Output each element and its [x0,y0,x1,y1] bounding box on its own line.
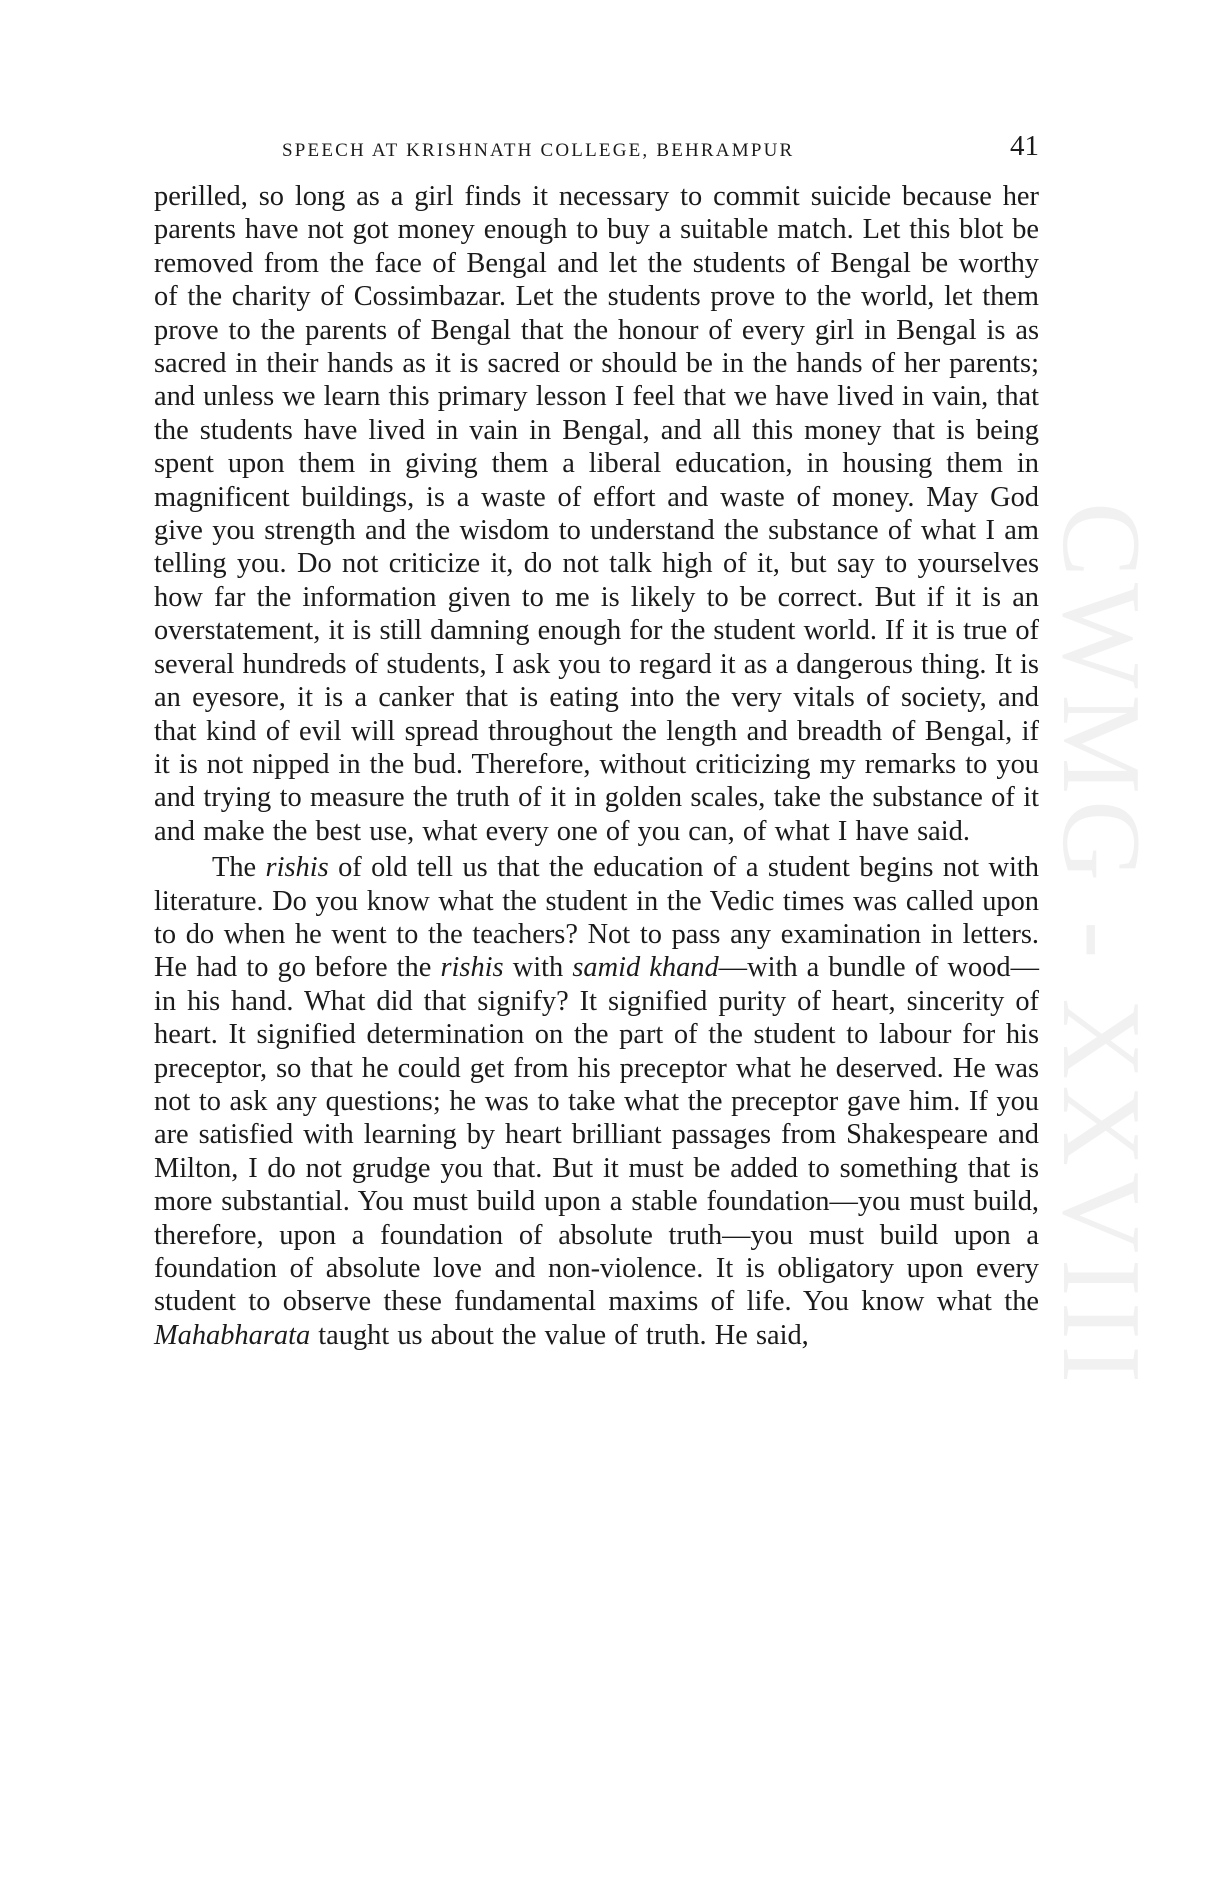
italic-term: Mahabharata [154,1319,311,1351]
body-text [154,180,1039,1352]
text-run: —with a bundle of wood—in his hand. What did that signify? It signified purity of heart, sincerity of heart. It signified determination on the part of the student to labour for his preceptor, so that he could get from his preceptor what he deserved. He was not to ask any questions; he was to take what the preceptor gave him. If you are satisfied with learning by heart brilliant passages from Shakespeare and Milton, I do not grudge you that. But it must be added to something that is more substantial. You must build upon a stable foundation—you must build, therefore, upon a foundation of absolute truth—you must build upon a foundation of absolute love and non-violence. It is obligatory upon every student to observe these fundamental maxims of life. You know what the [154,952,1040,1318]
running-title: SPEECH AT KRISHNATH COLLEGE, BEHRAMPUR [282,140,795,161]
paragraph-1 [154,180,1039,848]
watermark-text: CWMG - XXVIII [1038,501,1163,1389]
text-run: of old tell us that the education of a student begins not with literature. Do you know what the student in the Vedic times was called upon to do when he went to the teachers? Not to pass any examination in letters. He had to go before the [154,852,1039,984]
text-run: with [503,952,573,984]
italic-term: rishis [265,852,329,884]
page-number: 41 [1010,130,1039,162]
watermark [1038,395,1163,1495]
italic-term: rishis [440,952,504,984]
text-run: The [212,852,266,884]
italic-term: samid khand [572,952,719,984]
text-run: taught us about the value of truth. He said, [310,1319,809,1351]
running-head [154,130,1039,170]
text-run: perilled, so long as a girl finds it necessary to commit suicide because her parents have not got money enough to buy a suitable match. Let this blot be removed from the face of Bengal and let the students of Bengal be worthy of the charity of Cossimbazar. Let the students prove to the world, let them prove to the parents of Bengal that the honour of every girl in Bengal is as sacred in their hands as it is sacred or should be in the hands of her parents; and unless we learn this primary lesson I feel that we have lived in vain, that the students have lived in vain in Bengal, and all this money that is being spent upon them in giving them a liberal education, in housing them in magnificent buildings, is a waste of effort and waste of money. May God give you strength and the wisdom to understand the substance of what I am telling you. Do not criticize it, do not talk high of it, but say to yourselves how far the information given to me is likely to be correct. But if it is an overstatement, it is still damning enough for the student world. If it is true of several hundreds of students, I ask you to regard it as a dangerous thing. It is an eyesore, it is a canker that is eating into the very vitals of society, and that kind of evil will spread throughout the length and breadth of Bengal, if it is not nipped in the bud. Therefore, without criticizing my remarks to you and trying to measure the truth of it in golden scales, take the substance of it and make the best use, what every one of you can, of what I have said. [154,181,1039,847]
paragraph-2 [154,851,1039,1352]
